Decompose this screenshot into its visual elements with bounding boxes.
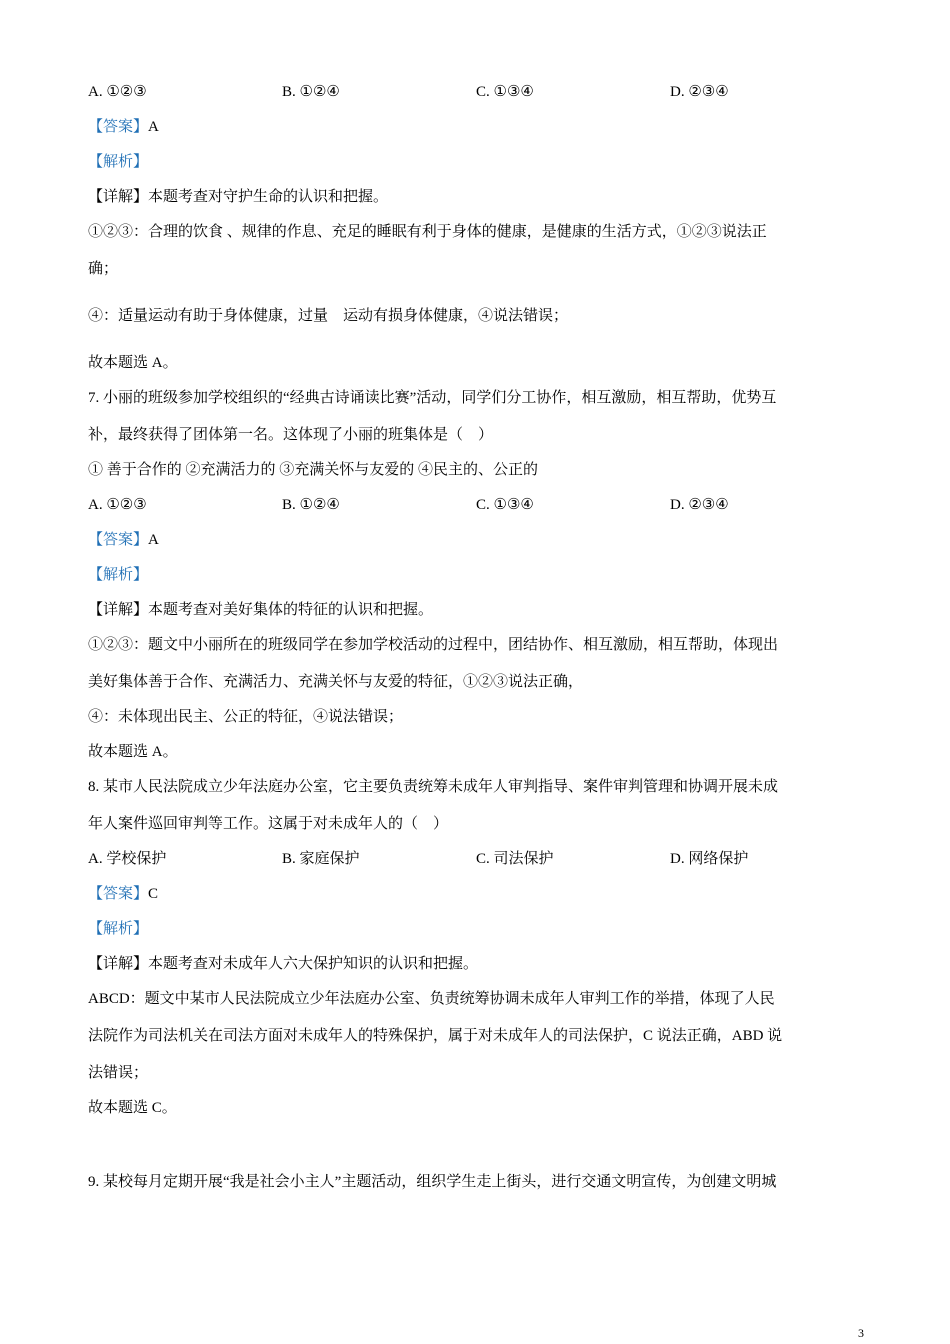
- detail-tag: 【详解】: [88, 956, 149, 972]
- q6-option-c: C. ①③④: [476, 84, 534, 100]
- analysis-tag: 【解析】: [88, 567, 149, 583]
- detail-text: 本题考查对美好集体的特征的认识和把握。: [148, 602, 434, 618]
- q6-conclusion: 故本题选 A。: [88, 355, 178, 371]
- q8-option-b: B. 家庭保护: [282, 851, 360, 867]
- q6-option-a: A. ①②③: [88, 84, 147, 100]
- q8-detail: [88, 954, 868, 974]
- detail-tag: 【详解】: [88, 602, 149, 618]
- q7-option-b: B. ①②④: [282, 497, 340, 513]
- detail-tag: 【详解】: [88, 189, 149, 205]
- q7-analysis: [88, 565, 868, 585]
- q7-choices: ① 善于合作的 ②充满活力的 ③充满关怀与友爱的 ④民主的、公正的: [88, 462, 539, 478]
- analysis-tag: 【解析】: [88, 921, 149, 937]
- answer-tag: 【答案】: [88, 532, 149, 548]
- q7-explain-line: ①②③：题文中小丽所在的班级同学在参加学校活动的过程中，团结协作、相互激励，相互帮助，体现出: [88, 637, 779, 653]
- q8-explain-line: ABCD：题文中某市人民法院成立少年法庭办公室、负责统筹协调未成年人审判工作的举措，体现了人民: [88, 991, 775, 1007]
- q7-answer: [88, 530, 868, 550]
- q7-detail: [88, 600, 868, 620]
- q7-option-c: C. ①③④: [476, 497, 534, 513]
- answer-tag: 【答案】: [88, 886, 149, 902]
- answer-tag: 【答案】: [88, 119, 149, 135]
- page-number: 3: [858, 1326, 864, 1340]
- q6-explain-line: 确；: [88, 261, 119, 277]
- q8-option-d: D. 网络保护: [670, 851, 749, 867]
- q8-stem-line: 8. 某市人民法院成立少年法庭办公室，它主要负责统筹未成年人审判指导、案件审判管理和协调开展未成: [88, 779, 779, 795]
- detail-text: 本题考查对未成年人六大保护知识的认识和把握。: [148, 956, 479, 972]
- q6-analysis: [88, 152, 868, 172]
- q8-explain-line: 法院作为司法机关在司法方面对未成年人的特殊保护，属于对未成年人的司法保护，C 说法正确，ABD 说: [88, 1028, 783, 1044]
- q7-conclusion: 故本题选 A。: [88, 744, 178, 760]
- q6-explain-line: ④：适量运动有助于身体健康，过量 运动有损身体健康，④说法错误；: [88, 308, 569, 324]
- q6-answer: [88, 117, 868, 137]
- q7-stem-line: 7. 小丽的班级参加学校组织的“经典古诗诵读比赛”活动，同学们分工协作，相互激励，相互帮助，优势互: [88, 390, 777, 406]
- q8-stem-line: 年人案件巡回审判等工作。这属于对未成年人的（ ）: [88, 816, 449, 832]
- q6-option-b: B. ①②④: [282, 84, 340, 100]
- q7-explain-line: ④：未体现出民主、公正的特征，④说法错误；: [88, 709, 404, 725]
- q8-analysis: [88, 919, 868, 939]
- q8-conclusion: 故本题选 C。: [88, 1100, 177, 1116]
- q8-explain-line: 法错误；: [88, 1065, 149, 1081]
- answer-value: A: [148, 532, 159, 548]
- q6-detail: [88, 187, 868, 207]
- q6-option-d: D. ②③④: [670, 84, 729, 100]
- q7-option-a: A. ①②③: [88, 497, 147, 513]
- detail-text: 本题考查对守护生命的认识和把握。: [148, 189, 389, 205]
- q8-option-a: A. 学校保护: [88, 851, 167, 867]
- q8-option-c: C. 司法保护: [476, 851, 554, 867]
- q9-stem-line: 9. 某校每月定期开展“我是社会小主人”主题活动，组织学生走上街头，进行交通文明宣传，为创建文明城: [88, 1174, 777, 1190]
- answer-value: A: [148, 119, 159, 135]
- q7-option-d: D. ②③④: [670, 497, 729, 513]
- q7-stem-line: 补，最终获得了团体第一名。这体现了小丽的班集体是（ ）: [88, 427, 494, 443]
- q8-answer: [88, 884, 868, 904]
- q6-explain-line: ①②③：合理的饮食 、规律的作息、充足的睡眠有利于身体的健康，是健康的生活方式，①②③说法正: [88, 224, 767, 240]
- q7-explain-line: 美好集体善于合作、充满活力、充满关怀与友爱的特征，①②③说法正确，: [88, 674, 584, 690]
- answer-value: C: [148, 886, 159, 902]
- analysis-tag: 【解析】: [88, 154, 149, 170]
